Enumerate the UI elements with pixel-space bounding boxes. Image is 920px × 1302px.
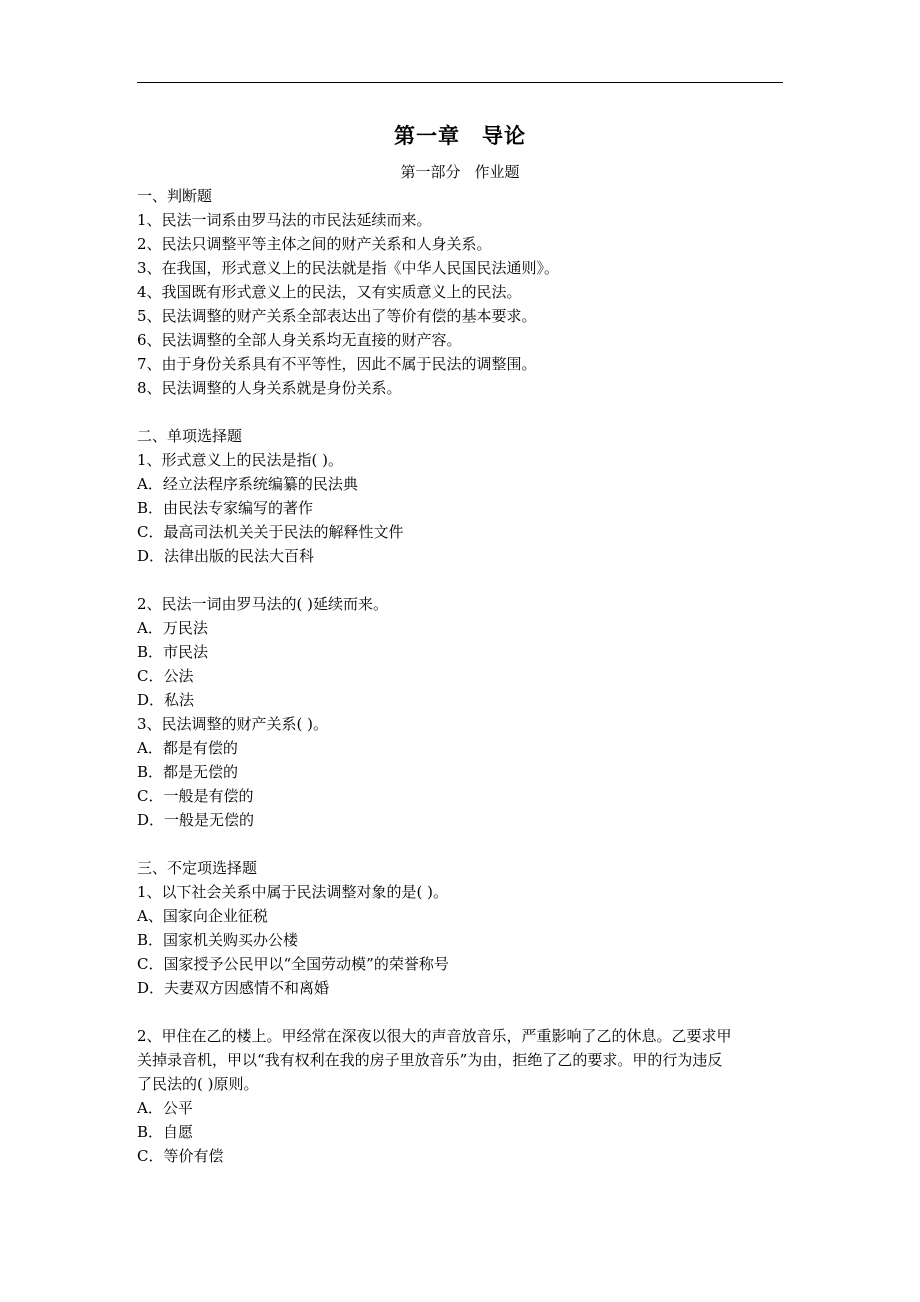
answer-option: B．都是无偿的 [137, 763, 239, 781]
answer-option: A．公平 [137, 1099, 193, 1117]
question-item: 7、由于身份关系具有不平等性，因此不属于民法的调整围。 [137, 355, 537, 373]
answer-option: A．经立法程序系统编纂的民法典 [137, 475, 358, 493]
answer-option: D．私法 [137, 691, 195, 709]
question-stem-line: 2、甲住在乙的楼上。甲经常在深夜以很大的声音放音乐，严重影响了乙的休息。乙要求甲 [137, 1027, 732, 1045]
section-subtitle [0, 161, 920, 182]
question-item: 1、民法一词系由罗马法的市民法延续而来。 [137, 211, 432, 229]
question-item: 6、民法调整的全部人身关系均无直接的财产容。 [137, 331, 462, 349]
question-stem: 2、民法一词由罗马法的( )延续而来。 [137, 595, 389, 613]
answer-option: D．夫妻双方因感情不和离婚 [137, 979, 330, 997]
answer-option: B．由民法专家编写的著作 [137, 499, 314, 517]
question-stem-line: 了民法的( )原则。 [137, 1075, 259, 1093]
answer-option: D．一般是无偿的 [137, 811, 255, 829]
spacer [137, 568, 783, 592]
spacer [137, 832, 783, 856]
answer-option: A．万民法 [137, 619, 208, 637]
question-item: 2、民法只调整平等主体之间的财产关系和人身关系。 [137, 235, 492, 253]
section-heading-true-false: 一、判断题 [137, 187, 213, 205]
answer-option: C．公法 [137, 667, 194, 685]
answer-option: C．国家授予公民甲以“全国劳动模”的荣誉称号 [137, 955, 449, 973]
document-body [137, 184, 783, 1168]
answer-option: B．国家机关购买办公楼 [137, 931, 299, 949]
spacer [137, 400, 783, 424]
answer-option: A、国家向企业征税 [137, 907, 268, 925]
part-number: 第一部分 [400, 163, 461, 181]
question-item: 4、我国既有形式意义上的民法，又有实质意义上的民法。 [137, 283, 522, 301]
answer-option: A．都是有偿的 [137, 739, 238, 757]
question-item: 5、民法调整的财产关系全部表达出了等价有偿的基本要求。 [137, 307, 537, 325]
answer-option: B．市民法 [137, 643, 209, 661]
answer-option: C．一般是有偿的 [137, 787, 254, 805]
question-item: 8、民法调整的人身关系就是身份关系。 [137, 379, 402, 397]
part-name: 作业题 [474, 163, 520, 181]
question-stem-line: 关掉录音机，甲以“我有权利在我的房子里放音乐”为由，拒绝了乙的要求。甲的行为违反 [137, 1051, 723, 1069]
answer-option: B．自愿 [137, 1123, 194, 1141]
answer-option: C．最高司法机关关于民法的解释性文件 [137, 523, 404, 541]
section-heading-multi-choice: 三、不定项选择题 [137, 859, 258, 877]
section-heading-single-choice: 二、单项选择题 [137, 427, 243, 445]
answer-option: C．等价有偿 [137, 1147, 224, 1165]
chapter-number: 第一章 [394, 123, 460, 148]
question-stem: 3、民法调整的财产关系( )。 [137, 715, 329, 733]
header-rule [137, 82, 783, 83]
question-stem: 1、以下社会关系中属于民法调整对象的是( )。 [137, 883, 449, 901]
chapter-name: 导论 [482, 123, 526, 148]
spacer [137, 1000, 783, 1024]
chapter-title [0, 120, 920, 150]
question-stem: 1、形式意义上的民法是指( )。 [137, 451, 344, 469]
answer-option: D．法律出版的民法大百科 [137, 547, 315, 565]
question-item: 3、在我国，形式意义上的民法就是指《中华人民国民法通则》。 [137, 259, 560, 277]
